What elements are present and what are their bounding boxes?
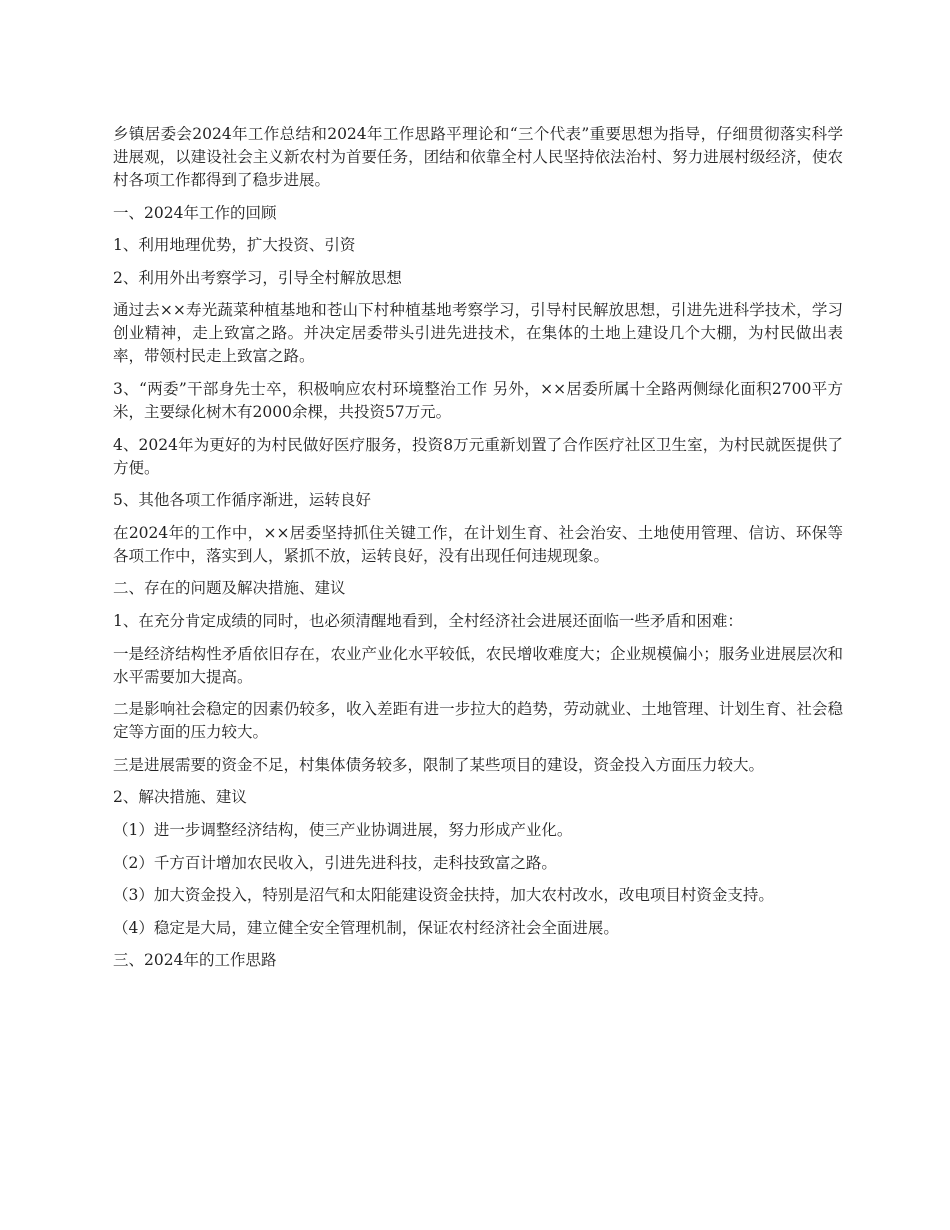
body-paragraph-study-tour: 通过去××寿光蔬菜种植基地和苍山下村种植基地考察学习，引导村民解放思想，引进先进科学技术，学习创业精神，走上致富之路。并决定居委带头引进先进技术，在集体的土地上建设几个大棚，为村民做出表率，带领村民走上致富之路。: [113, 301, 843, 366]
measure-item-2: （2）千方百计增加农民收入，引进先进科技，走科技致富之路。: [113, 853, 557, 872]
section-heading-problems: 二、存在的问题及解决措施、建议: [113, 579, 346, 598]
measure-item-1: （1）进一步调整经济结构，使三产业协调进展，努力形成产业化。: [113, 820, 573, 839]
section-heading-plan: 三、2024年的工作思路: [113, 951, 277, 970]
problem-paragraph-2: 二是影响社会稳定的因素仍较多，收入差距有进一步拉大的趋势，劳动就业、土地管理、计划生育、社会稳定等方面的压力较大。: [113, 700, 843, 742]
problems-intro-paragraph: 1、在充分肯定成绩的同时，也必须清醒地看到，全村经济社会进展还面临一些矛盾和困难：: [113, 611, 743, 630]
section-heading-review: 一、2024年工作的回顾: [113, 203, 277, 222]
item-paragraph-3: 3、“两委”干部身先士卒，积极响应农村环境整治工作 另外，××居委所属十全路两侧绿化面积2700平方米，主要绿化树木有2000余棵，共投资57万元。: [113, 379, 843, 421]
item-paragraph-4: 4、2024年为更好的为村民做好医疗服务，投资8万元重新划置了合作医疗社区卫生室，为村民就医提供了方便。: [113, 435, 843, 477]
intro-paragraph: 乡镇居委会2024年工作总结和2024年工作思路平理论和“三个代表”重要思想为指导，仔细贯彻落实科学进展观，以建设社会主义新农村为首要任务，团结和依靠全村人民坚持依法治村、努力进展村级经济，使农村各项工作都得到了稳步进展。: [113, 125, 843, 189]
item-heading-2: 2、利用外出考察学习，引导全村解放思想: [113, 268, 402, 287]
item-heading-5: 5、其他各项工作循序渐进，运转良好: [113, 491, 371, 510]
body-paragraph-work-summary: 在2024年的工作中，××居委坚持抓住关键工作，在计划生育、社会治安、土地使用管理、信访、环保等各项工作中，落实到人，紧抓不放，运转良好，没有出现任何违规现象。: [113, 523, 843, 565]
problem-paragraph-3: 三是进展需要的资金不足，村集体债务较多，限制了某些项目的建设，资金投入方面压力较大。: [113, 755, 765, 774]
measures-heading: 2、解决措施、建议: [113, 788, 247, 807]
problem-paragraph-1: 一是经济结构性矛盾依旧存在，农业产业化水平较低，农民增收难度大；企业规模偏小；服务业进展层次和水平需要加大提高。: [113, 644, 843, 686]
measure-item-3: （3）加大资金投入，特别是沼气和太阳能建设资金扶持，加大农村改水，改电项目村资金支持。: [113, 886, 774, 905]
measure-item-4: （4）稳定是大局，建立健全安全管理机制，保证农村经济社会全面进展。: [113, 918, 619, 937]
item-heading-1: 1、利用地理优势，扩大投资、引资: [113, 236, 356, 255]
document-page: [113, 123, 843, 982]
